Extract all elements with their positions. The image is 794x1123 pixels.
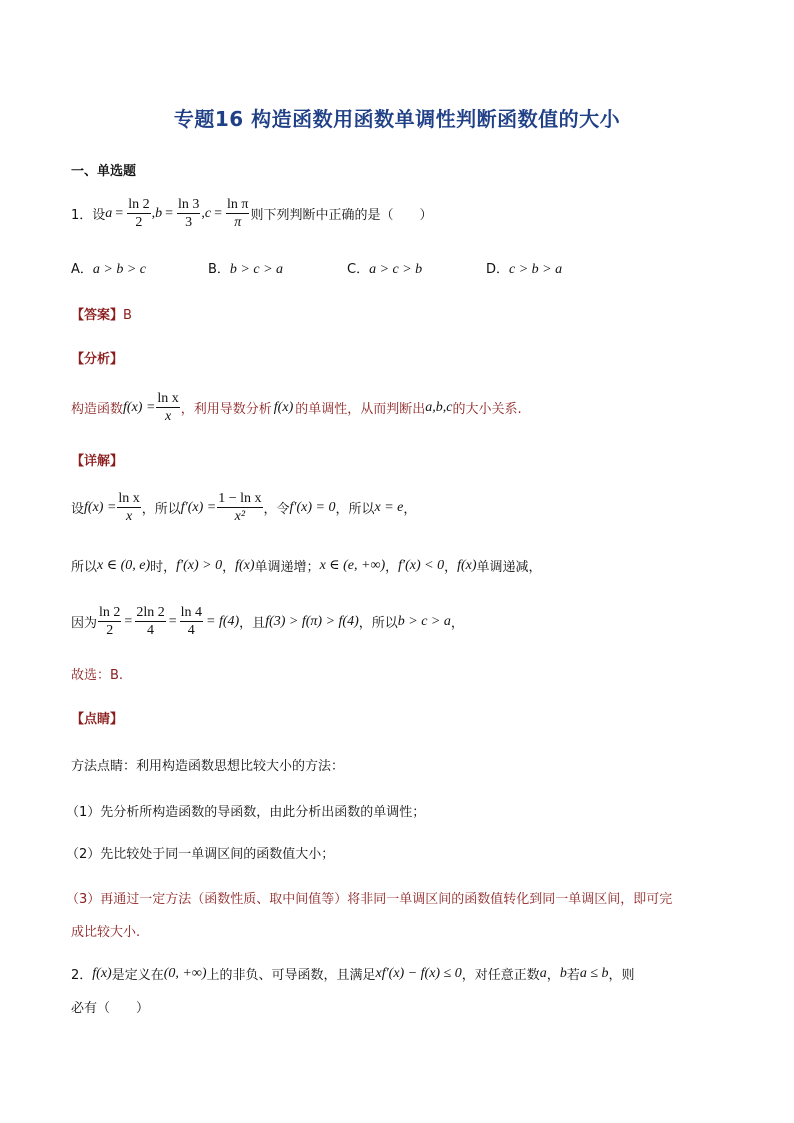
option-d[interactable] bbox=[486, 258, 562, 278]
answer-block bbox=[71, 304, 132, 323]
text: ，对任意正数 bbox=[461, 968, 540, 983]
frac-den: x bbox=[125, 509, 133, 524]
equals: = bbox=[214, 205, 222, 221]
abc-vars: a,b,c bbox=[425, 399, 453, 415]
text: ，所以 bbox=[358, 616, 398, 631]
frac-num: ln 2 bbox=[99, 605, 121, 620]
math: f′(x) = 0 bbox=[289, 499, 336, 515]
fraction bbox=[135, 604, 165, 639]
option-label: B． bbox=[208, 262, 230, 277]
frac-den: x bbox=[164, 409, 172, 424]
math: f(x) bbox=[235, 557, 255, 573]
option-text: b > c > a bbox=[229, 262, 284, 277]
text: ， bbox=[450, 616, 464, 631]
detail-line-3 bbox=[71, 604, 464, 639]
frac-den: 2 bbox=[106, 623, 114, 638]
section-heading: 一、单选题 bbox=[71, 164, 137, 179]
fraction bbox=[217, 490, 262, 525]
fraction bbox=[98, 604, 121, 639]
detail-tag: 【详解】 bbox=[71, 454, 124, 469]
text: ， bbox=[222, 560, 236, 575]
math: x = e bbox=[374, 499, 404, 515]
frac-den: 4 bbox=[187, 623, 195, 638]
fraction-b bbox=[177, 196, 200, 231]
page-title: 专题16 构造函数用函数单调性判断函数值的大小 bbox=[173, 107, 621, 131]
frac-num: 1 − ln x bbox=[218, 491, 262, 506]
fraction-c bbox=[226, 196, 249, 231]
detail-line-2 bbox=[71, 556, 542, 575]
math: b bbox=[559, 965, 567, 981]
math: f(x) bbox=[92, 965, 112, 981]
detail-line-1 bbox=[71, 490, 416, 525]
option-c[interactable] bbox=[347, 258, 422, 278]
text: ，所以 bbox=[335, 502, 375, 517]
frac-c-den: π bbox=[234, 215, 242, 230]
fraction-a bbox=[127, 196, 150, 231]
analysis-t3: 的单调性，从而判断出 bbox=[295, 402, 426, 417]
option-a[interactable] bbox=[71, 258, 146, 278]
frac-num: 2ln 2 bbox=[136, 605, 165, 620]
var-a: a bbox=[105, 205, 113, 221]
math: = f(4) bbox=[206, 613, 240, 629]
text: 单调递减， bbox=[476, 560, 542, 575]
text: ，令 bbox=[263, 502, 290, 517]
fx-label: f(x) = bbox=[84, 499, 117, 515]
math: f(x) bbox=[457, 557, 477, 573]
text: ，则 bbox=[608, 968, 635, 983]
option-label: A． bbox=[71, 262, 93, 277]
equals: = bbox=[115, 205, 124, 221]
math: xf′(x) − f(x) ≤ 0 bbox=[375, 965, 462, 981]
fraction bbox=[180, 604, 203, 639]
q1-prefix: 1．设 bbox=[71, 208, 106, 223]
analysis-text bbox=[71, 390, 522, 425]
math: x ∈ (0, e) bbox=[97, 558, 151, 573]
option-text: c > b > a bbox=[509, 262, 563, 277]
comment-intro: 方法点睛：利用构造函数思想比较大小的方法： bbox=[71, 759, 345, 774]
frac-num: ln x bbox=[118, 491, 140, 506]
fraction bbox=[117, 490, 140, 525]
comment-point-2: （2）先比较处于同一单调区间的函数值大小； bbox=[66, 847, 335, 862]
answer-tag: 【答案】 bbox=[71, 308, 124, 323]
frac-num: ln x bbox=[157, 391, 179, 406]
text: ， bbox=[385, 560, 399, 575]
option-text: a > b > c bbox=[92, 262, 147, 277]
text: 单调递增； bbox=[254, 560, 320, 575]
frac-a-den: 2 bbox=[135, 215, 143, 230]
frac-den: x² bbox=[234, 509, 246, 524]
math: f′(x) < 0 bbox=[398, 557, 445, 573]
math: b > c > a bbox=[397, 613, 451, 629]
answer-value: B bbox=[123, 308, 132, 323]
math: f(3) > f(π) > f(4) bbox=[265, 613, 359, 629]
math: f′(x) > 0 bbox=[176, 557, 223, 573]
question-1-stem bbox=[71, 196, 432, 231]
analysis-t2: ，利用导数分析 bbox=[180, 402, 272, 417]
var-b: b bbox=[155, 205, 163, 221]
frac-b-den: 3 bbox=[185, 215, 193, 230]
q1-suffix: 则下列判断中正确的是（ ） bbox=[250, 208, 433, 223]
question-number: 2． bbox=[71, 968, 93, 983]
option-b[interactable] bbox=[208, 258, 283, 278]
math: x ∈ (e, +∞) bbox=[319, 558, 386, 573]
analysis-t1: 构造函数 bbox=[71, 402, 124, 417]
frac-c-num: ln π bbox=[227, 197, 249, 212]
math: a bbox=[539, 965, 547, 981]
text: 因为 bbox=[71, 616, 98, 631]
text: 设 bbox=[71, 502, 85, 517]
text: 时， bbox=[150, 560, 177, 575]
math: a ≤ b bbox=[579, 965, 609, 981]
text: ，且 bbox=[239, 616, 266, 631]
question-2-stem bbox=[71, 964, 635, 983]
question-2-cont: 必有（ ） bbox=[71, 1001, 150, 1016]
text: ， bbox=[444, 560, 458, 575]
text: 若 bbox=[566, 968, 580, 983]
fraction-lnx-x bbox=[156, 390, 179, 425]
text: 是定义在 bbox=[111, 968, 164, 983]
analysis-tag: 【分析】 bbox=[71, 352, 124, 367]
text: 上的非负、可导函数，且满足 bbox=[206, 968, 376, 983]
comma: , bbox=[201, 205, 205, 221]
choose-text: 故选：B. bbox=[71, 668, 124, 683]
comment-point-3: （3）再通过一定方法（函数性质、取中间值等）将非同一单调区间的函数值转化到同一单调区间，即可完 bbox=[66, 892, 673, 907]
comment-point-1: （1）先分析所构造函数的导函数，由此分析出函数的单调性； bbox=[66, 805, 426, 820]
comment-tag: 【点睛】 bbox=[71, 712, 124, 727]
comment-point-3-cont: 成比较大小. bbox=[71, 925, 141, 940]
frac-den: 4 bbox=[147, 623, 154, 638]
frac-num: ln 4 bbox=[180, 605, 202, 620]
option-label: D． bbox=[486, 262, 510, 277]
math: (0, +∞) bbox=[163, 965, 207, 981]
option-label: C． bbox=[347, 262, 370, 277]
equals: = bbox=[124, 613, 133, 629]
text: ， bbox=[546, 968, 560, 983]
equals: = bbox=[165, 205, 173, 221]
frac-a-num: ln 2 bbox=[128, 197, 150, 212]
fx-label: f(x) = bbox=[123, 399, 156, 415]
fx-label: f(x) bbox=[273, 399, 294, 415]
analysis-t4: 的大小关系. bbox=[452, 402, 522, 417]
var-c: c bbox=[204, 205, 212, 221]
text: 所以 bbox=[71, 560, 98, 575]
text: ， bbox=[403, 502, 417, 517]
frac-b-num: ln 3 bbox=[177, 197, 200, 212]
text: ，所以 bbox=[141, 502, 181, 517]
fpx-label: f′(x) = bbox=[180, 499, 217, 515]
comma: , bbox=[151, 205, 156, 221]
equals: = bbox=[168, 613, 177, 629]
option-text: a > c > b bbox=[369, 262, 423, 277]
